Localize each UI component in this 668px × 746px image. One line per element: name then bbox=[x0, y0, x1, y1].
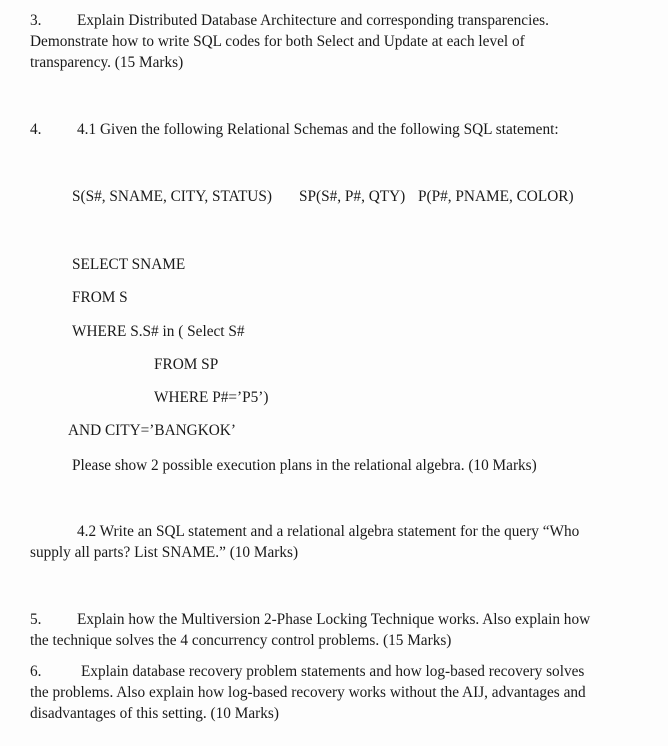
question-4-2-line-2: supply all parts? List SNAME.” (10 Marks) bbox=[30, 544, 299, 561]
question-3-text-1: Explain Distributed Database Architecture and corresponding transparencies. bbox=[77, 12, 549, 29]
schema-s: S(S#, SNAME, CITY, STATUS) bbox=[72, 188, 272, 205]
question-4-2-line-1: 4.2 Write an SQL statement and a relational algebra statement for the query “Who bbox=[77, 523, 580, 540]
question-5-line-2: the technique solves the 4 concurrency control problems. (15 Marks) bbox=[30, 632, 452, 649]
schema-sp: SP(S#, P#, QTY) bbox=[299, 188, 406, 205]
question-5-line-1 bbox=[30, 609, 590, 630]
question-6-text-1: Explain database recovery problem statements and how log-based recovery solves bbox=[81, 663, 585, 680]
schema-p: P(P#, PNAME, COLOR) bbox=[418, 188, 574, 205]
sql-line-sub-where: WHERE P#=’P5’) bbox=[154, 389, 269, 406]
sql-line-sub-from: FROM SP bbox=[154, 356, 219, 373]
sql-line-where: WHERE S.S# in ( Select S# bbox=[72, 323, 245, 340]
question-3-line-2: Demonstrate how to write SQL codes for both Select and Update at each level of bbox=[30, 33, 525, 50]
sql-line-and: AND CITY=’BANGKOK’ bbox=[68, 422, 236, 439]
question-6-number: 6. bbox=[30, 663, 42, 680]
question-6-line-3: disadvantages of this setting. (10 Marks) bbox=[30, 705, 279, 722]
sql-line-select: SELECT SNAME bbox=[72, 256, 186, 273]
question-3-number: 3. bbox=[30, 12, 42, 29]
question-3-line-3: transparency. (15 Marks) bbox=[30, 54, 184, 71]
question-3-line-1 bbox=[30, 10, 549, 31]
question-4-line-1 bbox=[30, 119, 559, 140]
question-4-1-heading: 4.1 Given the following Relational Schemas and the following SQL statement: bbox=[77, 121, 559, 138]
sql-line-from: FROM S bbox=[72, 289, 128, 306]
question-5-number: 5. bbox=[30, 611, 42, 628]
question-6-line-2: the problems. Also explain how log-based recovery works without the AIJ, advantages and bbox=[30, 684, 586, 701]
question-6-line-1 bbox=[30, 661, 584, 682]
question-4-number: 4. bbox=[30, 121, 42, 138]
question-5-text-1: Explain how the Multiversion 2-Phase Locking Technique works. Also explain how bbox=[77, 611, 591, 628]
question-4-1-task: Please show 2 possible execution plans in the relational algebra. (10 Marks) bbox=[72, 457, 537, 474]
